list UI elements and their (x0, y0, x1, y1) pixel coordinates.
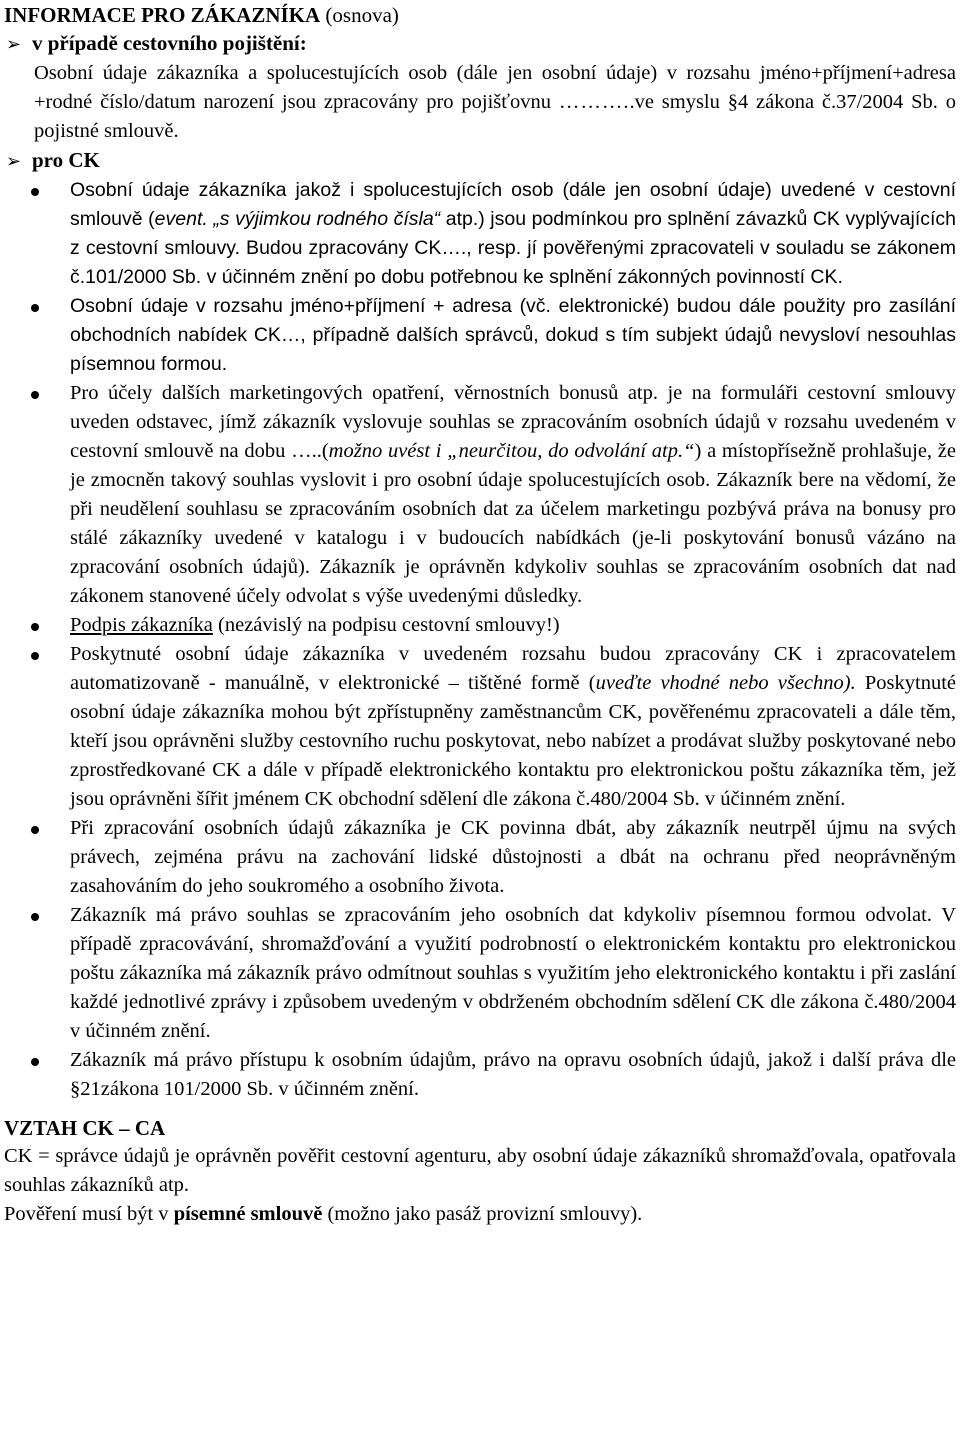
arrow-bullet-icon: ➢ (6, 34, 22, 55)
insurance-text-2: .ve smyslu §4 zákona č.37/2004 Sb. o pojistné smlouvě. (34, 91, 956, 142)
list-item (4, 379, 956, 611)
insurance-heading (6, 29, 956, 59)
list-item (4, 176, 956, 292)
list-item (4, 901, 956, 1046)
ck-heading (6, 146, 956, 176)
b3-italic: možno uvést i „neurčitou, do odvolání atp.“ (328, 440, 695, 462)
b1-italic: event. „s výjimkou rodného čísla“ (154, 208, 441, 230)
insurance-paragraph (34, 59, 956, 146)
document-page (4, 2, 956, 1229)
bullet-dot-icon (31, 826, 39, 834)
title-rest: (osnova) (320, 3, 399, 27)
title-bold: INFORMACE PRO ZÁKAZNÍKA (4, 3, 321, 27)
relation-p2-bold: písemné smlouvě (173, 1203, 323, 1225)
bullet-dot-icon (31, 913, 39, 921)
bullet-dot-icon (31, 304, 39, 312)
insurance-text-1: Osobní údaje zákazníka a spolucestujících osob (dále jen osobní údaje) v rozsahu jméno+příjmení+adresa +rodné číslo/datum narození jsou zpracovány pro pojišťovnu (34, 62, 956, 113)
relation-p2-b: (možno jako pasáž provizní smlouvy). (322, 1203, 643, 1225)
relation-paragraph-1: CK = správce údajů je oprávněn pověřit cestovní agenturu, aby osobní údaje zákazníků shromažďovala, opatřovala souhlas zákazníků atp. (4, 1145, 956, 1196)
b7-text: Zákazník má právo souhlas se zpracováním jeho osobních dat kdykoliv písemnou formou odvolat. V případě zpracovávání, shromažďování a využití podrobností o elektronickém kontaktu pro elektronickou poštu zákazníka má zákazník právo odmítnout souhlas s využitím jeho elektronického kontaktu i při zaslání každé jednotlivé zprávy i způsobem uvedeným v obdrženém obchodním sdělení CK dle zákona č.480/2004 v účinném znění. (70, 904, 956, 1042)
section-relation (4, 1114, 956, 1229)
relation-p2-a: Pověření musí být v (4, 1203, 174, 1225)
b3-text-a: Pro účely dalších marketingových opatření, věrnostních bonusů atp. je na formuláři cestovní smlouvy uveden odstavec, jímž zákazník vyslovuje souhlas se zpracováním osobních údajů v rozsahu uvedeném v cestovní smlouvě na dobu …..( (70, 382, 956, 462)
b6-text: Při zpracování osobních údajů zákazníka je CK povinna dbát, aby zákazník neutrpěl újmu na svých právech, zejména právu na zachování lidské důstojnosti a dbát na ochranu před neoprávněným zasahováním do jeho soukromého a osobního života. (70, 817, 956, 897)
bullet-dot-icon (31, 391, 39, 399)
list-item (4, 640, 956, 814)
section-insurance (4, 29, 956, 146)
bullet-dot-icon (31, 1058, 39, 1066)
b5-text-b: Poskytnuté osobní údaje zákazníka mohou být zpřístupněny zaměstnancům CK, pověřenému zpracovateli a dále těm, kteří jsou oprávněni služby cestovního ruchu poskytovat, nebo nabízet a prodávat služby poskytované nebo zprostředkované CK a dále v případě elektronického kontaktu pro elektronickou poštu zákazníka těm, jež jsou oprávněni šířit jménem CK obchodní sdělení dle zákona č.480/2004 Sb. v účinném znění. (70, 672, 956, 810)
insurance-dots: ………. (558, 91, 630, 113)
section-ck (4, 146, 956, 1104)
bullet-dot-icon (31, 623, 39, 631)
ck-heading-text: pro CK (32, 148, 100, 172)
relation-heading: VZTAH CK – CA (4, 1116, 166, 1140)
list-item (4, 611, 956, 640)
b5-text-a: Poskytnuté osobní údaje zákazníka v uvedeném rozsahu budou zpracovány CK i zpracovatelem automatizovaně - manuálně, v elektronické – tištěné formě ( (70, 643, 956, 694)
insurance-heading-text: v případě cestovního pojištění: (32, 31, 307, 55)
b2-text: Osobní údaje v rozsahu jméno+příjmení + adresa (vč. elektronické) budou dále použity pro zasílání obchodních nabídek CK…, případně dalších správců, dokud s tím subjekt údajů nevysloví nesouhlas písemnou formou. (70, 295, 956, 375)
bullet-dot-icon (31, 188, 39, 196)
b4-text: (nezávislý na podpisu cestovní smlouvy!) (212, 614, 560, 636)
ck-bullet-list (4, 176, 956, 1104)
b3-text-b: ) a místopřísežně prohlašuje, že je zmocněn takový souhlas vyslovit i pro osobní údaje spolucestujících osob. Zákazník bere na vědomí, že při neudělení souhlasu se zpracováním osobních dat za účelem marketingu pozbývá práva na bonusy pro stálé zákazníky uvedené v katalogu i v budoucích nabídkách (je-li poskytování bonusů vázáno na zpracování osobních údajů). Zákazník je oprávněn kdykoliv souhlas se zpracováním osobních dat nad zákonem stanovené účely odvolat s výše uvedenými důsledky. (70, 440, 956, 607)
b4-underlined: Podpis zákazníka (70, 614, 213, 636)
list-item (4, 1046, 956, 1104)
bullet-dot-icon (31, 652, 39, 660)
document-title (4, 2, 956, 29)
relation-paragraph-2 (4, 1200, 956, 1229)
list-item (4, 292, 956, 379)
arrow-bullet-icon: ➢ (6, 151, 22, 172)
b5-italic: uveďte vhodné nebo všechno). (595, 672, 856, 694)
b8-text: Zákazník má právo přístupu k osobním údajům, právo na opravu osobních údajů, jakož i další práva dle §21zákona 101/2000 Sb. v účinném znění. (70, 1049, 956, 1100)
b1-text-b: atp.) jsou podmínkou pro splnění závazků CK vyplývajících z cestovní smlouvy. Budou zpracovány CK…., resp. jí pověřenými zpracovateli v souladu se zákonem č.101/2000 Sb. v účinném znění po dobu potřebnou ke splnění zákonných povinností CK. (70, 208, 956, 288)
list-item (4, 814, 956, 901)
b1-text-a: Osobní údaje zákazníka jakož i spolucestujících osob (dále jen osobní údaje) uvedené v cestovní smlouvě ( (70, 179, 956, 230)
